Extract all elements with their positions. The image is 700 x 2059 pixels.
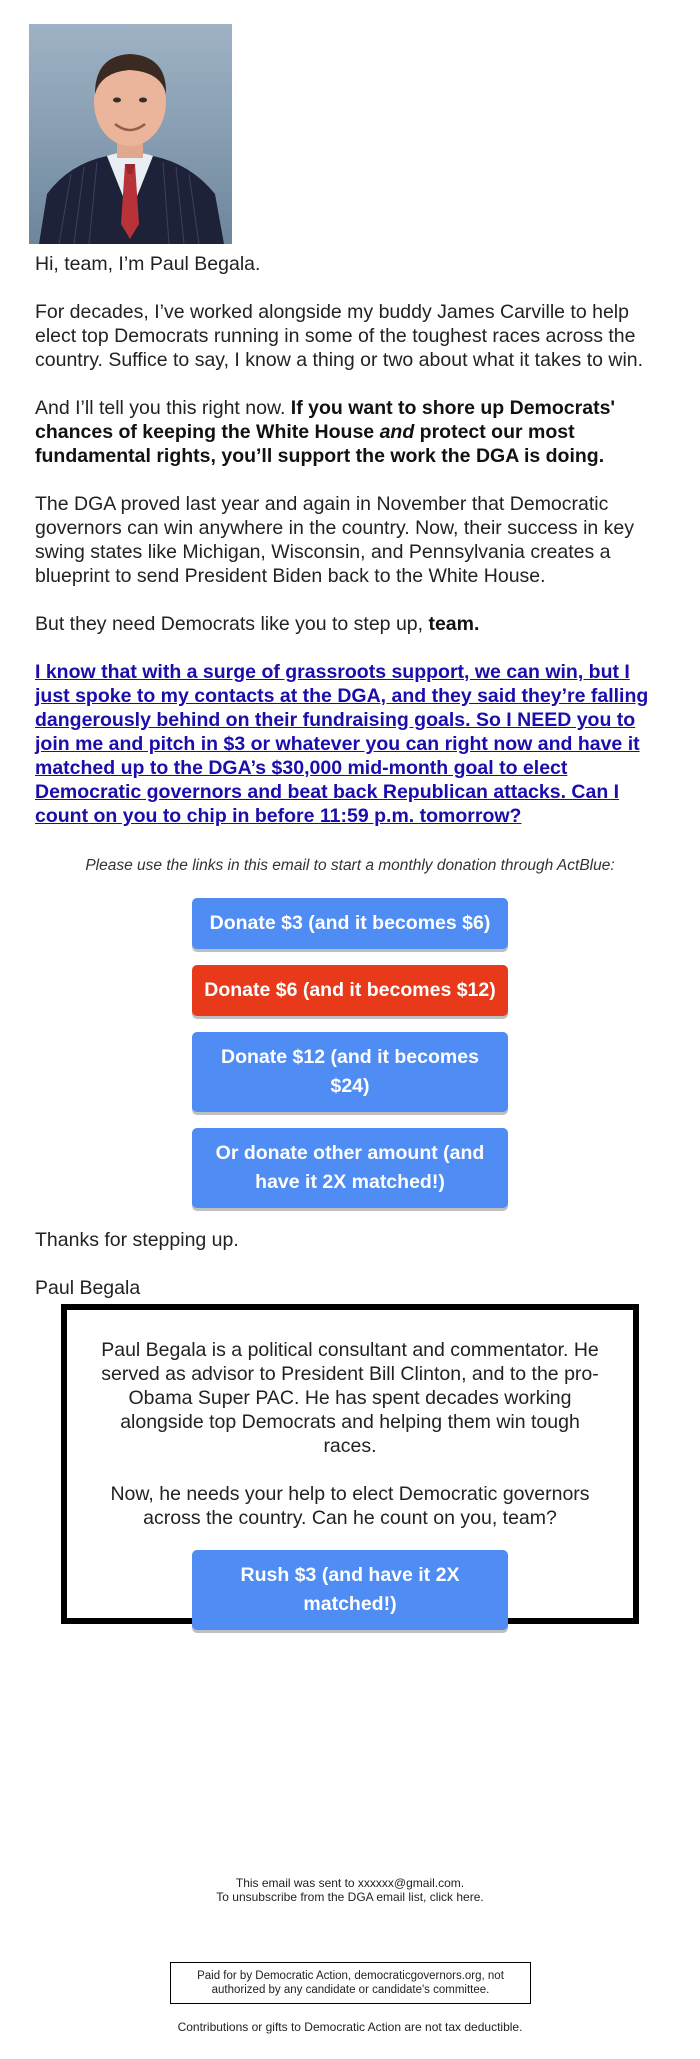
appeal-paragraph bbox=[35, 396, 665, 468]
intro-paragraph: For decades, I’ve worked alongside my buddy James Carville to help elect top Democrats running in some of the toughest races across the country. Suffice to say, I know a thing or two about what it takes to win. bbox=[35, 301, 644, 371]
donate-6-button[interactable]: Donate $6 (and it becomes $12) bbox=[192, 965, 508, 1016]
bio-paragraph: Paul Begala is a political consultant and commentator. He served as advisor to President Bill Clinton, and to the pro-Obama Super PAC. He has spent decades working alongside top Democrats and helping them win tough races. bbox=[101, 1339, 599, 1457]
bio-ask-paragraph: Now, he needs your help to elect Democratic governors across the country. Can he count on you, team? bbox=[110, 1483, 590, 1529]
appeal-intro: And I’ll tell you this right now. bbox=[35, 397, 291, 419]
step-up-paragraph: But they need Democrats like you to step up, team. bbox=[35, 613, 480, 635]
donate-12-button[interactable]: Donate $12 (and it becomes $24) bbox=[192, 1032, 508, 1112]
sent-to-text: This email was sent to xxxxxx@gmail.com. bbox=[235, 1876, 465, 1890]
dga-paragraph: The DGA proved last year and again in November that Democratic governors can win anywhere in the country. Now, their success in key swing states like Michigan, Wisconsin, and Pennsylvania creates a blueprint to send President Biden back to the White House. bbox=[35, 493, 635, 587]
appeal-bold: If you want to shore up Democrats' chances of keeping the White House and protect our most fundamental rights, you’ll support the work the DGA is doing. bbox=[35, 397, 616, 467]
actblue-note: Please use the links in this email to start a monthly donation through ActBlue: bbox=[85, 857, 615, 874]
donate-link-paragraph[interactable]: I know that with a surge of grassroots support, we can win, but I just spoke to my contacts at the DGA, and they said they’re falling dangerously behind on their fundraising goals. So I NEED you to join me and pitch in $3 or whatever you can right now and have it matched up to the DGA’s $30,000 mid-month goal to elect Democratic governors and beat back Republican attacks. Can I count on you to chip in before 11:59 p.m. tomorrow? bbox=[35, 661, 649, 827]
tax-note: Contributions or gifts to Democratic Action are not tax deductible. bbox=[177, 2020, 523, 2034]
thanks-text: Thanks for stepping up. bbox=[35, 1229, 239, 1251]
portrait-illustration bbox=[29, 24, 232, 244]
rush-3-button[interactable]: Rush $3 (and have it 2X matched!) bbox=[192, 1550, 508, 1630]
donate-other-button[interactable]: Or donate other amount (and have it 2X matched!) bbox=[192, 1128, 508, 1208]
donate-3-button[interactable]: Donate $3 (and it becomes $6) bbox=[192, 898, 508, 949]
donation-buttons bbox=[35, 898, 665, 1224]
bio-box bbox=[61, 1304, 639, 1624]
greeting-text: Hi, team, I’m Paul Begala. bbox=[35, 253, 261, 275]
paid-for-box: Paid for by Democratic Action, democraticgovernors.org, not authorized by any candidate or candidate's committee. bbox=[170, 1962, 531, 2004]
portrait-photo bbox=[29, 24, 232, 244]
signature-text: Paul Begala bbox=[35, 1277, 141, 1299]
unsubscribe-link[interactable]: To unsubscribe from the DGA email list, click here. bbox=[216, 1890, 484, 1904]
email-body bbox=[35, 252, 665, 1300]
